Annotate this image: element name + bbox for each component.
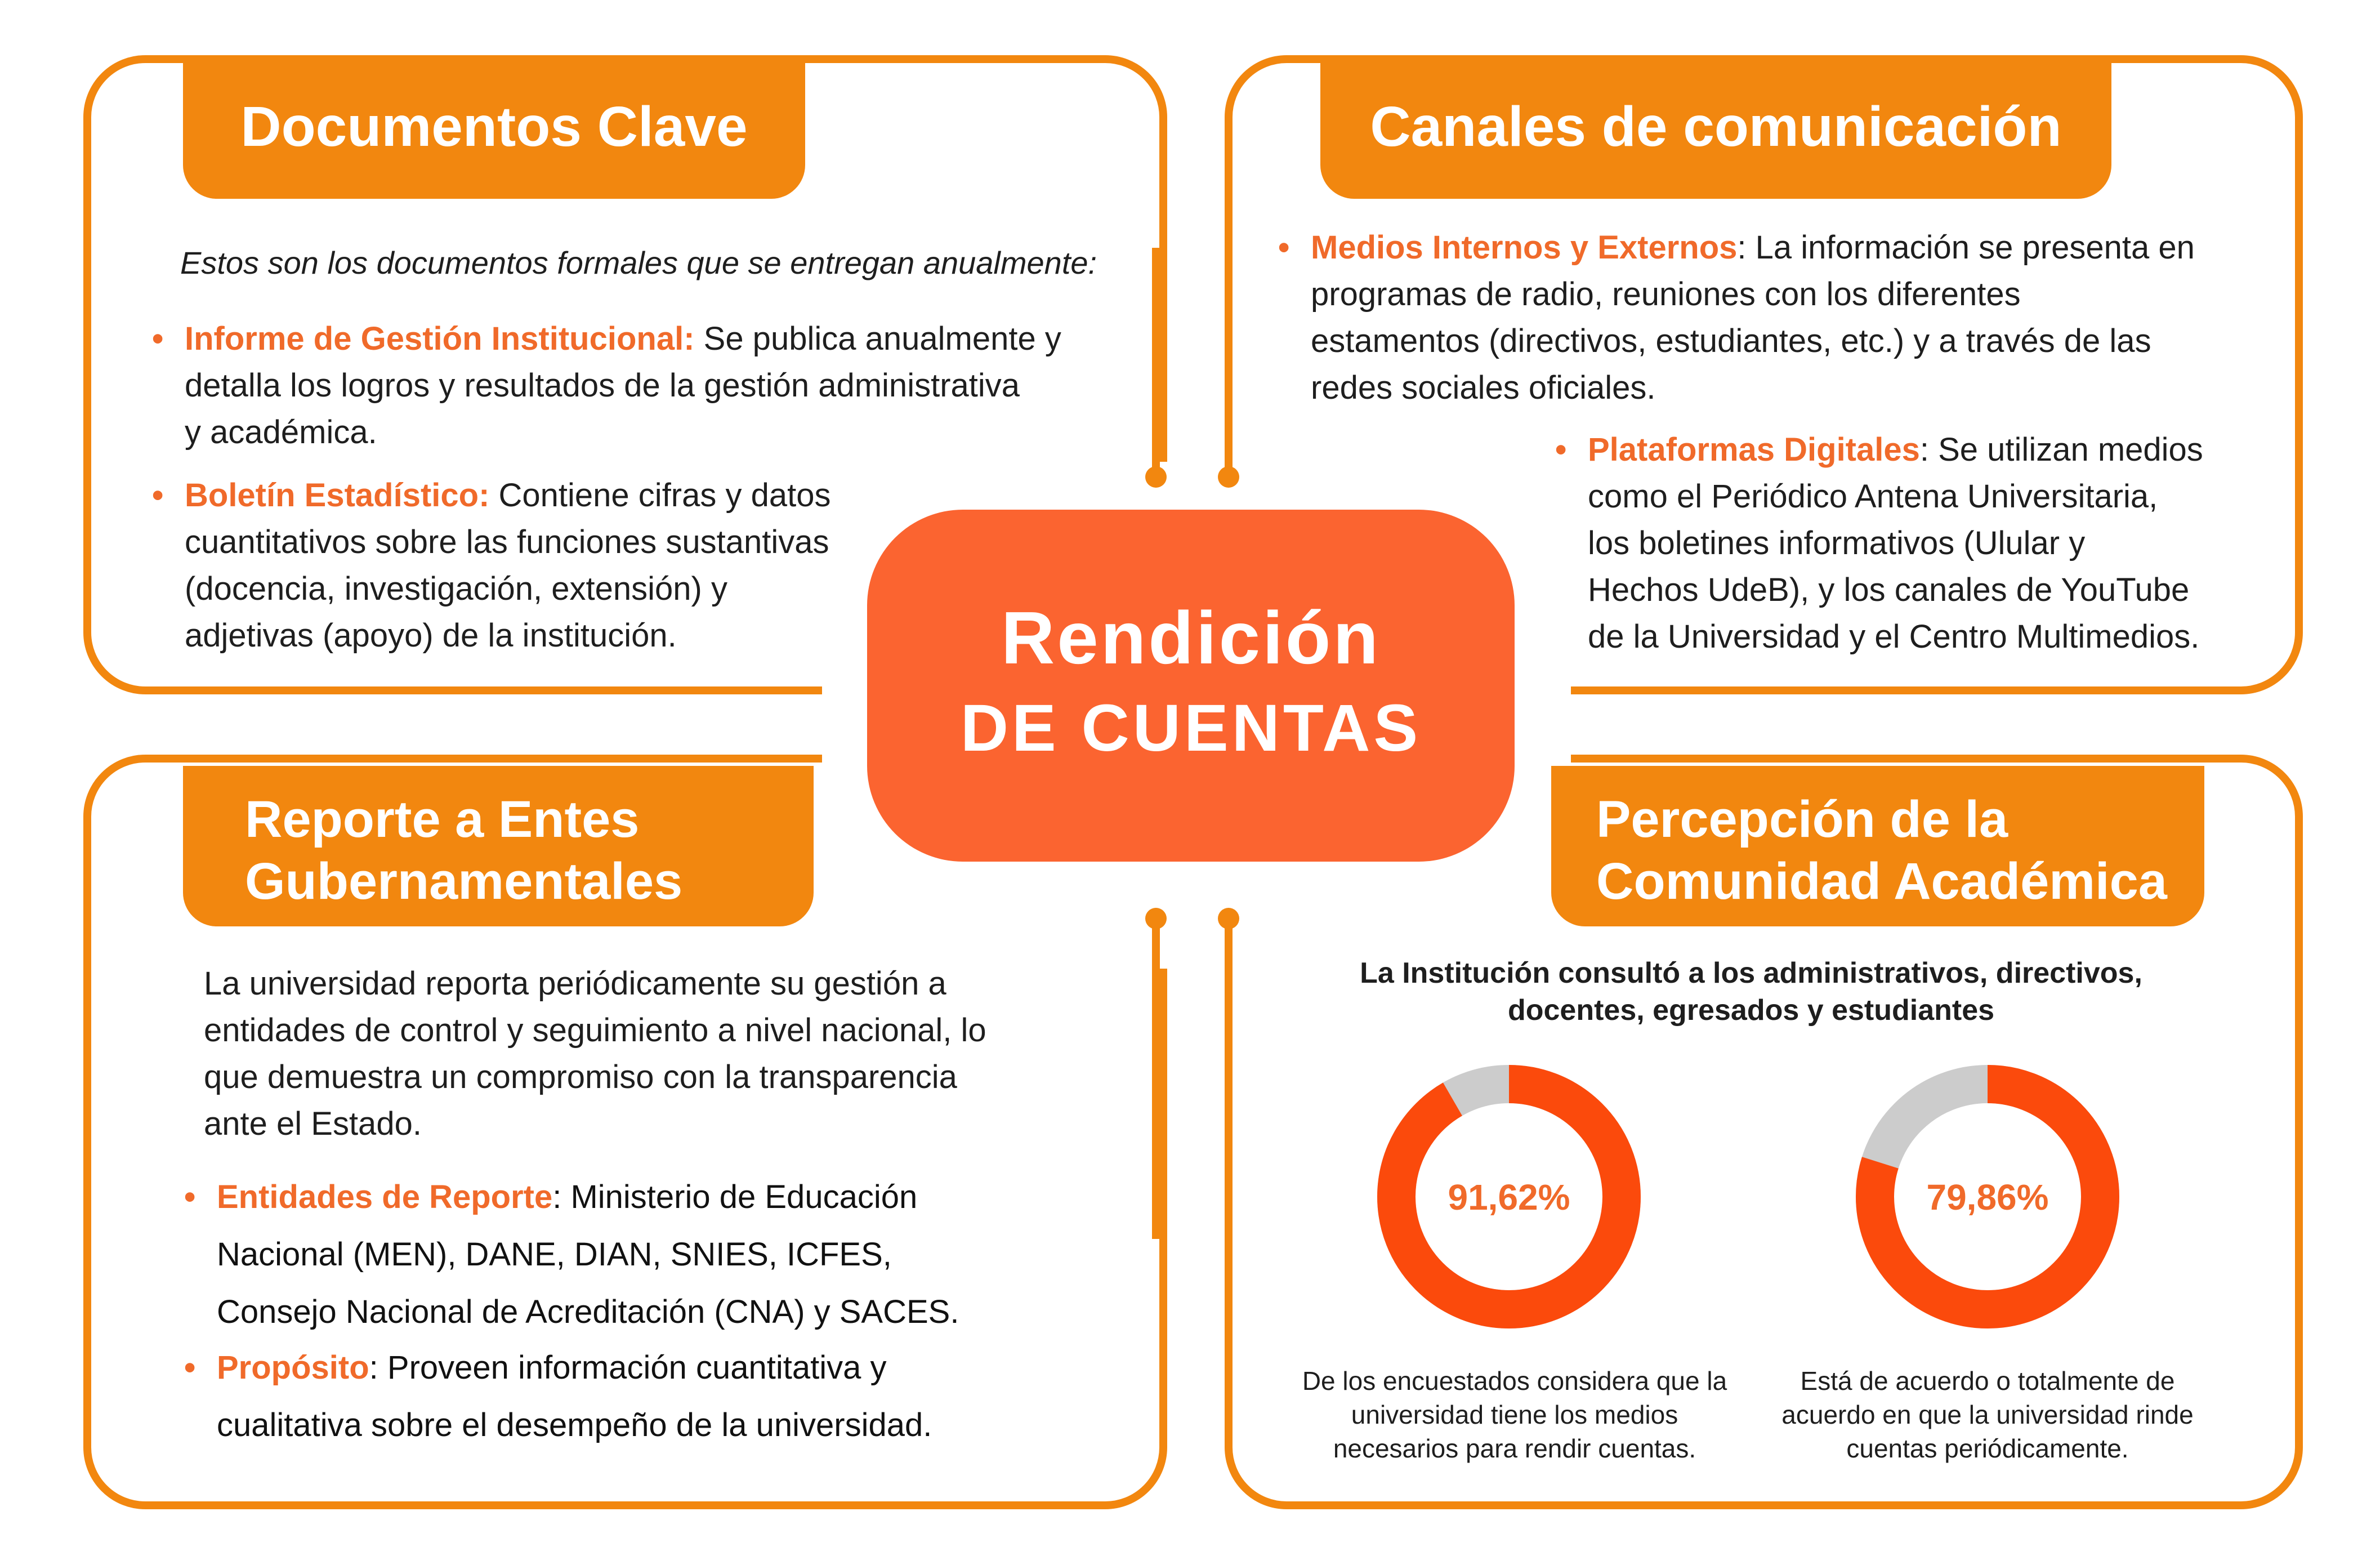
item-label: Propósito [217,1349,369,1386]
percepcion-intro [1295,955,2207,1029]
percepcion-intro-line: docentes, egresados y estudiantes [1507,994,1995,1027]
donut-caption-2 [1762,1364,2213,1465]
item-text: Contiene cifras y datos [489,477,831,514]
reporte-intro-line: La universidad reporta periódicamente su gestión a [204,965,946,1002]
caption-line: De los encuestados considera que la [1302,1366,1727,1396]
connector-node [1145,908,1167,929]
connector-line [1225,248,1233,476]
percepcion-intro-line: La Institución consultó a los administrativos, directivos, [1360,957,2142,989]
item-text: : Ministerio de Educación [552,1179,918,1215]
item-text: de la Universidad y el Centro Multimedios. [1588,618,2200,655]
item-text: cuantitativos sobre las funciones sustantivas [185,524,829,560]
item-text: : Se utilizan medios [1919,431,2203,468]
item-text: detalla los logros y resultados de la gestión administrativa [185,367,1020,404]
donut-chart-2 [1836,1045,2140,1349]
percepcion-title-line1: Percepción de la [1596,791,2008,848]
caption-line: necesarios para rendir cuentas. [1333,1434,1696,1463]
connector-line [1152,248,1160,476]
connector-node [1145,466,1167,488]
item-text: (docencia, investigación, extensión) y [185,570,727,607]
item-text: como el Periódico Antena Universitaria, [1588,478,2158,515]
center-title-line2: DE CUENTAS [960,691,1422,765]
item-label: Boletín Estadístico: [185,477,490,514]
item-text: los boletines informativos (Ulular y [1588,525,2086,561]
reporte-intro-line: que demuestra un compromiso con la transparencia [204,1059,957,1095]
center-title-box [867,510,1515,862]
percepcion-header [1551,766,2204,926]
reporte-item-entidades [184,1169,1146,1341]
documentos-item-informe [152,315,1142,456]
caption-line: Está de acuerdo o totalmente de [1800,1366,2175,1396]
bullet-dot: • [184,1349,196,1386]
reporte-header [183,766,814,926]
item-text: adjetivas (apoyo) de la institución. [185,617,677,654]
reporte-intro-line: entidades de control y seguimiento a nivel nacional, lo [204,1012,986,1049]
donut-caption-1 [1289,1364,1740,1465]
item-text: y académica. [185,414,377,451]
item-text: Nacional (MEN), DANE, DIAN, SNIES, ICFES, [217,1236,892,1273]
item-label: Informe de Gestión Institucional: [185,320,695,357]
item-text: Consejo Nacional de Acreditación (CNA) y SACES. [217,1294,959,1330]
documentos-header: Documentos Clave [183,55,805,199]
bullet-dot: • [184,1179,196,1215]
donut-chart-1 [1357,1045,1661,1349]
connector-node [1218,466,1239,488]
item-label: Medios Internos y Externos [1311,229,1738,266]
caption-line: universidad tiene los medios [1351,1400,1678,1429]
percepcion-title-line2: Comunidad Académica [1596,853,2167,910]
item-text: Hechos UdeB), y los canales de YouTube [1588,572,2190,608]
donut-value-1: 91,62% [1448,1177,1570,1218]
item-text: cualitativa sobre el desempeño de la universidad. [217,1407,932,1443]
reporte-intro-line: ante el Estado. [204,1105,422,1142]
canales-item-medios [1278,224,2279,411]
item-text: redes sociales oficiales. [1311,369,1656,406]
canales-header: Canales de comunicación [1320,55,2111,199]
item-label: Entidades de Reporte [217,1179,553,1215]
item-text: : La información se presenta en [1737,229,2195,266]
bullet-dot: • [1555,431,1567,468]
item-text: estamentos (directivos, estudiantes, etc.) y a través de las [1311,323,2151,359]
bullet-dot: • [152,320,164,357]
connector-node [1218,908,1239,929]
item-label: Plataformas Digitales [1588,431,1920,468]
reporte-title-line1: Reporte a Entes [245,791,640,848]
item-text: programas de radio, reuniones con los diferentes [1311,276,2021,313]
connector-line [1152,924,1160,1239]
reporte-item-proposito [184,1339,1146,1454]
canales-item-plataformas [1555,426,2280,660]
center-title-line1: Rendición [1001,596,1381,679]
caption-line: acuerdo en que la universidad rinde [1781,1400,2194,1429]
reporte-title-line2: Gubernamentales [245,853,683,910]
documentos-intro: Estos son los documentos formales que se entregan anualmente: [180,245,1097,280]
caption-line: cuentas periódicamente. [1846,1434,2129,1463]
connector-line [1225,924,1233,1239]
item-text: Se publica anualmente y [694,320,1061,357]
bullet-dot: • [1278,229,1290,266]
item-text: : Proveen información cuantitativa y [369,1349,887,1386]
bullet-dot: • [152,477,164,514]
donut-value-2: 79,86% [1926,1177,2049,1218]
reporte-intro [204,960,1133,1147]
documentos-item-boletin [152,472,917,659]
